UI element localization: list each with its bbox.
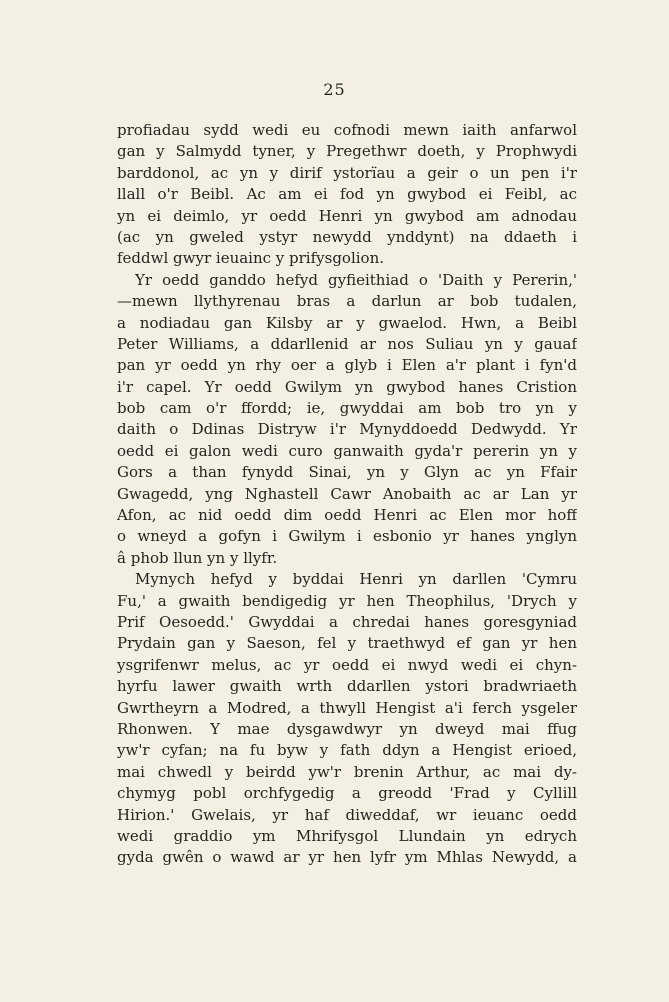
text-line: bob cam o'r ffordd; ie, gwyddai am bob tro yn y [117, 399, 577, 418]
text-line: pan yr oedd yn rhy oer a glyb i Elen a'r plant i fyn'd [117, 356, 577, 375]
text-line: yw'r cyfan; na fu byw y fath ddyn a Hengist erioed, [117, 741, 577, 760]
text-line: Gwrtheyrn a Modred, a thwyll Hengist a'i ferch ysgeler [117, 698, 577, 717]
text-line: Yr oedd ganddo hefyd gyfieithiad o 'Daith y Pererin,' [135, 270, 577, 289]
body-text [117, 120, 577, 869]
text-line: daith o Ddinas Distryw i'r Mynyddoedd Dedwydd. Yr [117, 420, 577, 439]
text-line: Gors a than fynydd Sinai, yn y Glyn ac yn Ffair [117, 463, 577, 482]
text-line: gyda gwên o wawd ar yr hen lyfr ym Mhlas Newydd, a [117, 848, 577, 867]
text-line: llall o'r Beibl. Ac am ei fod yn gwybod ei Feibl, ac [117, 185, 577, 204]
text-line: Afon, ac nid oedd dim oedd Henri ac Elen mor hoff [117, 506, 577, 525]
text-line: Prif Oesoedd.' Gwyddai a chredai hanes goresgyniad [117, 612, 577, 631]
text-line: i'r capel. Yr oedd Gwilym yn gwybod hanes Cristion [117, 377, 577, 396]
text-line: hyrfu lawer gwaith wrth ddarllen ystori bradwriaeth [117, 677, 577, 696]
text-line: Fu,' a gwaith bendigedig yr hen Theophilus, 'Drych y [117, 591, 577, 610]
text-line: Peter Williams, a ddarllenid ar nos Suliau yn y gauaf [117, 334, 577, 353]
text-line: —mewn llythyrenau bras a darlun ar bob tudalen, [117, 292, 577, 311]
page-number: 25 [323, 80, 346, 99]
text-line: Rhonwen. Y mae dysgawdwyr yn dweyd mai ffug [117, 719, 577, 738]
text-line: wedi graddio ym Mhrifysgol Llundain yn edrych [117, 826, 577, 845]
text-line: profiadau sydd wedi eu cofnodi mewn iaith anfarwol [117, 121, 577, 139]
text-line: oedd ei galon wedi curo ganwaith gyda'r pererin yn y [117, 441, 577, 460]
text-line: (ac yn gweled ystyr newydd ynddynt) na ddaeth i [117, 227, 577, 246]
text-line: Hirion.' Gwelais, yr haf diweddaf, wr ieuanc oedd [117, 805, 577, 824]
text-line: Mynych hefyd y byddai Henri yn darllen 'Cymru [135, 570, 577, 589]
text-line: a nodiadau gan Kilsby ar y gwaelod. Hwn, a Beibl [117, 313, 577, 332]
text-line: yn ei deimlo, yr oedd Henri yn gwybod am adnodau [117, 206, 577, 225]
text-line: chymyg pobl orchfygedig a greodd 'Frad y Cyllill [117, 784, 577, 803]
text-line: barddonol, ac yn y dirif ystorïau a geir o un pen i'r [117, 163, 577, 182]
text-line: Gwagedd, yng Nghastell Cawr Anobaith ac ar Lan yr [117, 484, 577, 503]
text-line: feddwl gwyr ieuainc y prifysgolion. [117, 249, 385, 268]
text-line: Prydain gan y Saeson, fel y traethwyd ef gan yr hen [117, 634, 577, 653]
text-line: â phob llun yn y llyfr. [117, 548, 278, 567]
text-line: gan y Salmydd tyner, y Pregethwr doeth, y Prophwydi [117, 142, 577, 161]
text-line: mai chwedl y beirdd yw'r brenin Arthur, ac mai dy- [117, 762, 577, 781]
text-line: ysgrifenwr melus, ac yr oedd ei nwyd wedi ei chyn- [117, 655, 577, 674]
text-line: o wneyd a gofyn i Gwilym i esbonio yr hanes ynglyn [117, 527, 577, 546]
